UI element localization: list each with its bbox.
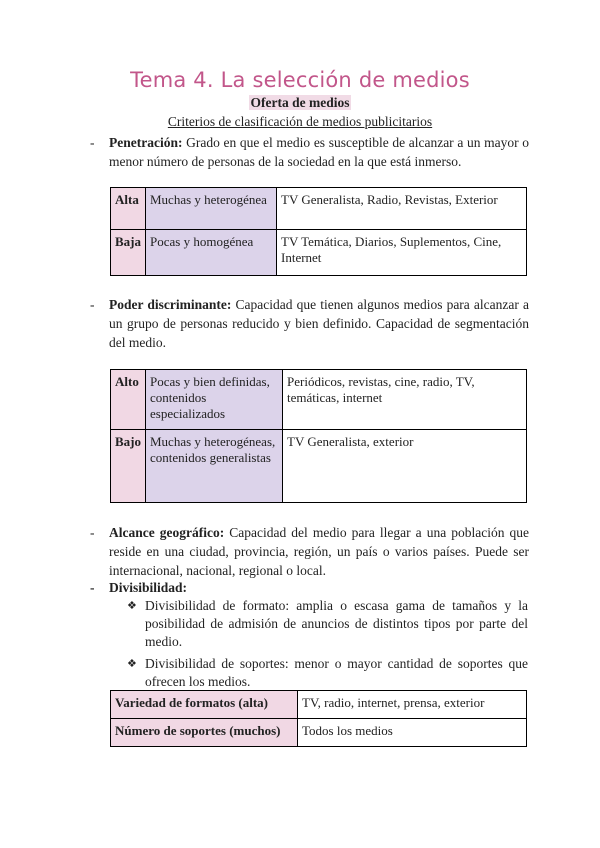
table-row xyxy=(111,430,527,503)
criterion-cell: Variedad de formatos (alta) xyxy=(111,691,298,719)
table-row xyxy=(111,230,527,276)
level-cell: Bajo xyxy=(111,430,146,503)
audience-cell: Pocas y bien definidas, contenidos especializados xyxy=(146,370,283,430)
table-row xyxy=(111,188,527,230)
criteria-heading: Criterios de clasificación de medios publicitarios xyxy=(167,114,433,129)
bullet-penetracion: - Penetración: Grado en que el medio es susceptible de alcanzar a un mayor o menor número de personas de la sociedad en la que está inmerso. xyxy=(90,135,529,169)
bullet-text: Capacidad que tienen algunos medios para alcanzar a un grupo de personas reducido y bien definido. Capacidad de segmentación del medio. xyxy=(109,297,529,350)
audience-cell: Muchas y heterogénea xyxy=(146,188,277,230)
poder-table xyxy=(110,369,527,503)
bullet-label: Poder discriminante: xyxy=(109,297,232,312)
table-row xyxy=(111,719,527,747)
sub-bullet-soportes xyxy=(127,655,528,691)
bullet-label: Alcance geográfico: xyxy=(109,525,225,540)
bullet-text: Grado en que el medio es susceptible de alcanzar a un mayor o menor número de personas de la sociedad en la que está inmerso. xyxy=(109,135,529,169)
value-cell: Todos los medios xyxy=(298,719,527,747)
media-cell: Periódicos, revistas, cine, radio, TV, temáticas, internet xyxy=(283,370,527,430)
diamond-bullet-icon: ❖ xyxy=(127,658,137,670)
level-cell: Alto xyxy=(111,370,146,430)
media-cell: TV Generalista, Radio, Revistas, Exterior xyxy=(277,188,527,230)
sub-bullet-text: Divisibilidad de formato: amplia o escasa gama de tamaños y la posibilidad de admisión de anuncios de distintos tipos por parte del medio. xyxy=(145,598,528,649)
penetracion-table xyxy=(110,187,527,276)
table-row xyxy=(111,370,527,430)
table-row xyxy=(111,691,527,719)
bullet-text: Capacidad del medio para llegar a una población que reside en una ciudad, provincia, región, un país o varios países. Puede ser internacional, nacional, regional o local. xyxy=(109,525,529,578)
value-cell: TV, radio, internet, prensa, exterior xyxy=(298,691,527,719)
sub-bullet-text: Divisibilidad de soportes: menor o mayor cantidad de soportes que ofrecen los medios. xyxy=(145,656,528,689)
divisibilidad-table xyxy=(110,690,527,747)
bullet-label: Divisibilidad: xyxy=(109,580,188,595)
bullet-alcance-geografico: - Alcance geográfico: Capacidad del medio para llegar a una población que reside en una ciudad, provincia, región, un país o varios países. Puede ser internacional, nacional, regional o local. xyxy=(90,525,529,578)
media-cell: TV Temática, Diarios, Suplementos, Cine, Internet xyxy=(277,230,527,276)
diamond-bullet-icon: ❖ xyxy=(127,600,137,612)
level-cell: Alta xyxy=(111,188,146,230)
media-cell: TV Generalista, exterior xyxy=(283,430,527,503)
criterion-cell: Número de soportes (muchos) xyxy=(111,719,298,747)
bullet-label: Penetración: xyxy=(109,135,183,150)
bullet-divisibilidad: - Divisibilidad: xyxy=(90,580,188,595)
page-title: Tema 4. La selección de medios xyxy=(130,68,470,92)
sub-bullet-formato xyxy=(127,597,528,651)
section-subtitle: Oferta de medios xyxy=(250,95,350,110)
audience-cell: Pocas y homogénea xyxy=(146,230,277,276)
audience-cell: Muchas y heterogéneas, contenidos generalistas xyxy=(146,430,283,503)
level-cell: Baja xyxy=(111,230,146,276)
bullet-poder-discriminante: - Poder discriminante: Capacidad que tienen algunos medios para alcanzar a un grupo de personas reducido y bien definido. Capacidad de segmentación del medio. xyxy=(90,297,529,350)
